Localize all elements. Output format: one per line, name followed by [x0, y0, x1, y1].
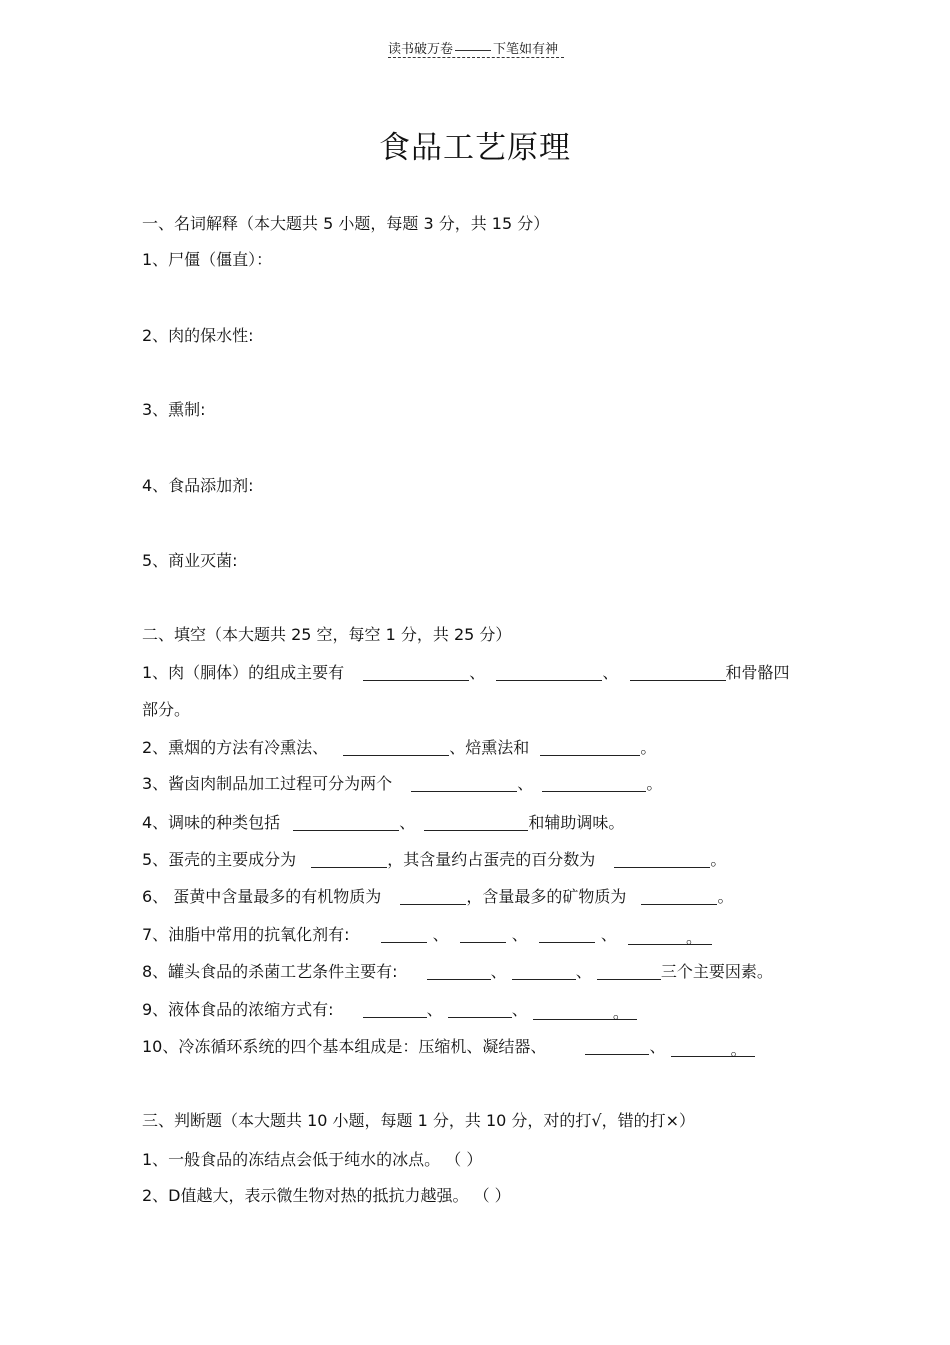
answer-blank[interactable] [343, 739, 449, 756]
section3-heading: 三、判断题（本大题共 10 小题，每题 1 分，共 10 分，对的打√，错的打×） [142, 1111, 696, 1130]
answer-blank[interactable] [542, 775, 646, 792]
header-underline [455, 49, 491, 51]
answer-blank[interactable] [460, 926, 506, 943]
answer-blank[interactable] [630, 664, 726, 681]
answer-blank[interactable] [597, 963, 661, 980]
answer-blank[interactable] [585, 1038, 649, 1055]
section2-heading: 二、填空（本大题共 25 空，每空 1 分，共 25 分） [142, 625, 512, 644]
fill-question-5: 5、蛋壳的主要成分为 ，其含量约占蛋壳的百分数为 。 [142, 850, 727, 869]
answer-blank[interactable]: 。 [533, 1003, 637, 1020]
answer-blank[interactable] [293, 814, 399, 831]
answer-blank[interactable] [641, 888, 717, 905]
fill-question-8: 8、罐头食品的杀菌工艺条件主要有: 、 、 三个主要因素。 [142, 962, 773, 981]
running-header [388, 38, 564, 57]
answer-blank[interactable] [424, 814, 528, 831]
answer-blank[interactable]: 。 [628, 928, 712, 945]
answer-blank[interactable] [400, 888, 466, 905]
answer-blank[interactable] [512, 963, 576, 980]
fill-question-9: 9、液体食品的浓缩方式有: 、 、 。 [142, 1000, 637, 1020]
answer-blank[interactable] [540, 739, 640, 756]
fill-question-6: 6、 蛋黄中含量最多的有机物质为 ，含量最多的矿物质为 。 [142, 887, 734, 906]
fill-question-3: 3、酱卤肉制品加工过程可分为两个 、 。 [142, 774, 663, 793]
answer-blank[interactable] [381, 926, 427, 943]
header-right: 下笔如有神 [493, 42, 559, 57]
answer-blank[interactable] [448, 1001, 512, 1018]
header-divider [388, 57, 564, 58]
fill-question-1-cont: 部分。 [142, 700, 191, 719]
answer-blank[interactable] [311, 851, 387, 868]
judgement-item-2: 2、D值越大，表示微生物对热的抵抗力越强。 （ ） [142, 1186, 511, 1205]
answer-blank[interactable]: 。 [671, 1040, 755, 1057]
answer-blank[interactable] [411, 775, 517, 792]
term-item-1: 1、尸僵（僵直）： [142, 250, 273, 269]
fill-question-7: 7、油脂中常用的抗氧化剂有: 、 、 、 。 [142, 925, 712, 945]
term-item-3: 3、熏制: [142, 400, 206, 419]
fill-question-10: 10、冷冻循环系统的四个基本组成是：压缩机、凝结器、 、 。 [142, 1037, 755, 1057]
term-item-4: 4、食品添加剂: [142, 476, 254, 495]
fill-question-1: 1、肉（胴体）的组成主要有 、 、 和骨骼四 [142, 663, 790, 682]
answer-blank[interactable] [427, 963, 491, 980]
answer-blank[interactable] [363, 664, 469, 681]
term-item-2: 2、肉的保水性: [142, 326, 254, 345]
answer-blank[interactable] [496, 664, 602, 681]
document-title: 食品工艺原理 [379, 130, 571, 166]
answer-blank[interactable] [614, 851, 710, 868]
section1-heading: 一、名词解释（本大题共 5 小题，每题 3 分，共 15 分） [142, 214, 550, 233]
judgement-item-1: 1、一般食品的冻结点会低于纯水的冰点。 （ ） [142, 1150, 483, 1169]
fill-question-2: 2、熏烟的方法有冷熏法、 、焙熏法和 。 [142, 738, 657, 757]
answer-blank[interactable] [539, 926, 595, 943]
header-left: 读书破万卷 [388, 42, 454, 57]
term-item-5: 5、商业灭菌: [142, 551, 238, 570]
fill-question-4: 4、调味的种类包括 、 和辅助调味。 [142, 813, 625, 832]
answer-blank[interactable] [363, 1001, 427, 1018]
